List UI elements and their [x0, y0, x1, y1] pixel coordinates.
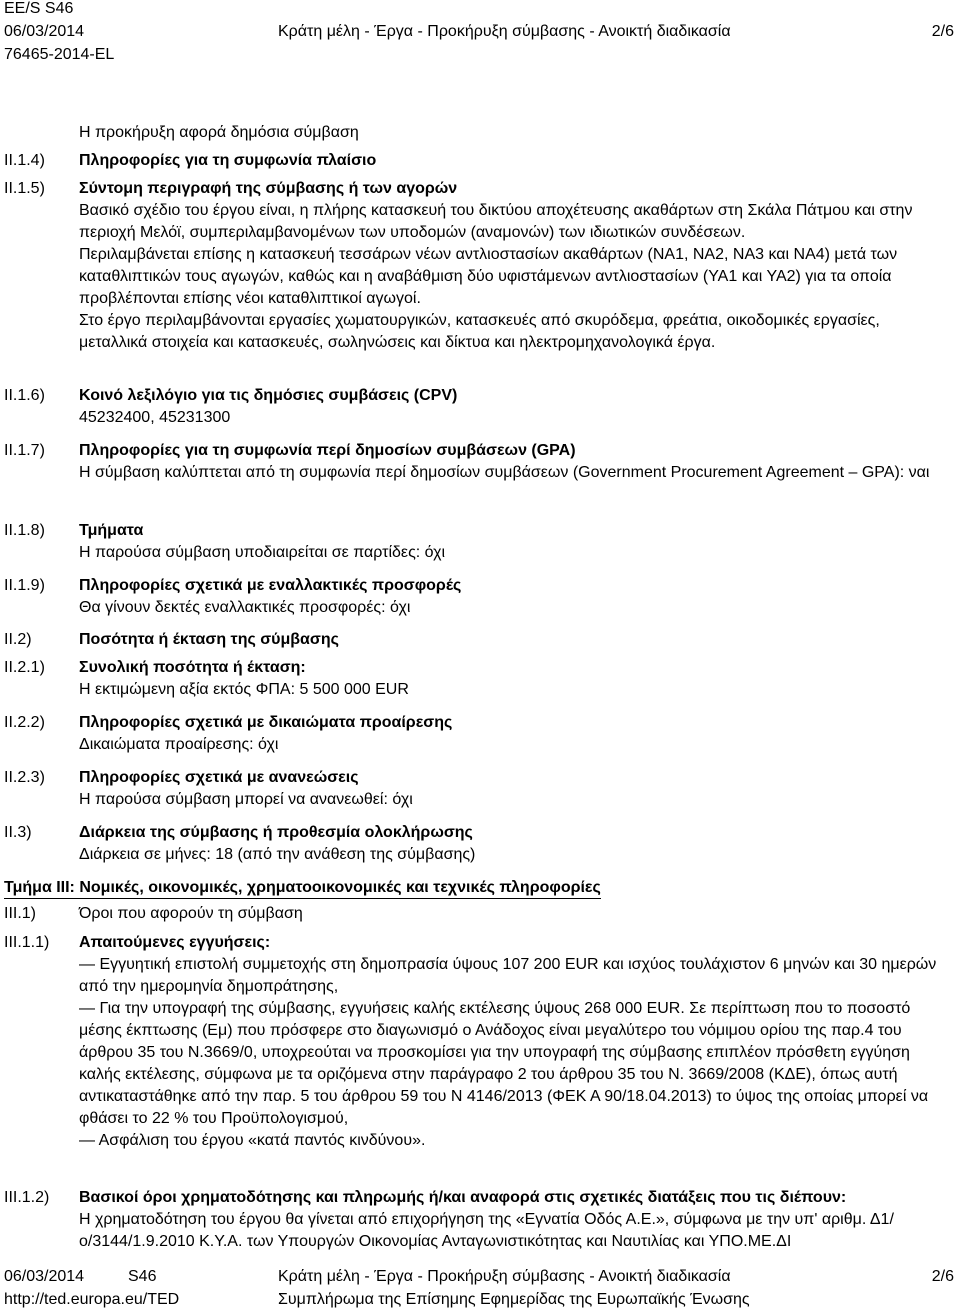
guarantees-block	[79, 932, 946, 1152]
renewals-text: Η παρούσα σύμβαση μπορεί να ανανεωθεί: όχι	[79, 791, 413, 808]
section-number: II.1.5)	[4, 180, 45, 197]
renewals-block	[79, 767, 946, 811]
part-heading: Τμήμα III: Νομικές, οικονομικές, χρηματοοικονομικές και τεχνικές πληροφορίες	[4, 878, 601, 899]
section-title: Βασικοί όροι χρηματοδότησης και πληρωμής ή/και αναφορά στις σχετικές διατάξεις που τις διέπουν:	[79, 1189, 847, 1206]
description-paragraph: Περιλαμβάνεται επίσης η κατασκευή τεσσάρων νέων αντλιοστασίων ακαθάρτων (ΝΑ1, ΝΑ2, ΝΑ3 και ΝΑ4) μετά των καταθλιπτικών τους αγωγών, καθώς και η αναβάθμιση δύο υφιστάμενων αντλιοστασίων (ΥΑ1 και ΥΑ2) για τα οποία προβλέπονται επίσης νέοι καταθλιπτικοί αγωγοί.	[79, 246, 898, 307]
section-number: III.1)	[4, 905, 37, 922]
section-title: Όροι που αφορούν τη σύμβαση	[79, 905, 303, 922]
duration-block	[79, 822, 946, 866]
description-paragraph: Στο έργο περιλαμβάνονται εργασίες χωματουργικών, κατασκευές από σκυρόδεμα, φρεάτια, οικοδομικές εργασίες, μεταλλικά στοιχεία και κατασκευές, σωληνώσεις και δίκτυα και ηλεκτρομηχανολογικά έργα.	[79, 312, 880, 351]
guarantee-item: — Ασφάλιση του έργου «κατά παντός κινδύνου».	[79, 1132, 426, 1149]
footer-title: Κράτη μέλη - Έργα - Προκήρυξη σύμβασης - Ανοικτή διαδικασία	[278, 1268, 731, 1285]
section-number: II.1.4)	[4, 152, 45, 169]
section-number: II.2.3)	[4, 769, 45, 786]
footer-code: S46	[128, 1268, 157, 1285]
section-number: II.1.9)	[4, 577, 45, 594]
doc-id: 76465-2014-EL	[4, 46, 115, 63]
section-number: III.1.2)	[4, 1189, 50, 1206]
lots-block	[79, 520, 946, 564]
section-number: II.2.1)	[4, 659, 45, 676]
section-number: III.1.1)	[4, 934, 50, 951]
section-title: Πληροφορίες σχετικά με δικαιώματα προαίρεσης	[79, 714, 453, 731]
section-number: II.2)	[4, 631, 32, 648]
cpv-block	[79, 385, 946, 429]
options-text: Δικαιώματα προαίρεσης: όχι	[79, 736, 279, 753]
section-number: II.1.6)	[4, 387, 45, 404]
financing-block	[79, 1187, 952, 1253]
gpa-block	[79, 440, 946, 484]
header-page-number: 2/6	[931, 23, 954, 40]
footer-date: 06/03/2014	[4, 1268, 85, 1285]
section-title: Απαιτούμενες εγγυήσεις:	[79, 934, 271, 951]
section-title: Πληροφορίες σχετικά με εναλλακτικές προσφορές	[79, 577, 462, 594]
section-title: Τμήματα	[79, 522, 144, 539]
quantity-block	[79, 657, 946, 701]
guarantee-item: — Εγγυητική επιστολή συμμετοχής στη δημοπρασία ύψους 107 200 EUR και ισχύος τουλάχιστον 6 μηνών και 30 ημερών από την ημερομηνία δημοπράτησης,	[79, 956, 937, 995]
section-title: Ποσότητα ή έκταση της σύμβασης	[79, 631, 339, 648]
guarantee-item: — Για την υπογραφή της σύμβασης, εγγυήσεις καλής εκτέλεσης ύψους 268 000 EUR. Σε περίπτωση που το ποσοστό μέσης έκπτωσης (Εμ) που πρόσφερε στο διαγωνισμό ο Ανάδοχος είναι μεγαλύτερο του νόμιμου ορίου της παρ.4 του άρθρου 35 του Ν.3669/0, υποχρεούται να προσκομίσει για την υπογραφή της σύμβασης επιπλέον πρόσθετη εγγύηση καλής εκτέλεσης, σύμφωνα με τα οριζόμενα στην παράγραφο 2 του άρθρου 35 του Ν. 3669/2008 (ΚΔΕ), όπως αυτή αντικαταστάθηκε από την παρ. 5 του άρθρου 59 του Ν 4146/2013 (ΦΕΚ Α 90/18.04.2013) το ύψος της οποίας μπορεί να φθάσει το 22 % του Προϋπολογισμού,	[79, 1000, 929, 1127]
doc-code: EE/S S46	[4, 0, 74, 17]
financing-text: Η χρηματοδότηση του έργου θα γίνεται από επιχορήγηση της «Εγνατία Οδός Α.Ε.», σύμφωνα με την υπ' αριθμ. Δ1/ο/3144/1.9.2010 Κ.Υ.Α. των Υπουργών Οικονομίας Ανταγωνιστικότητας και Ναυτιλίας και ΥΠΟ.ΜΕ.ΔΙ	[79, 1211, 894, 1250]
cpv-codes: 45232400, 45231300	[79, 409, 231, 426]
variants-block	[79, 575, 946, 619]
footer-url[interactable]: http://ted.europa.eu/TED	[4, 1291, 180, 1308]
gpa-text: Η σύμβαση καλύπτεται από τη συμφωνία περί δημοσίων συμβάσεων (Government Procurement Agreement – GPA): ναι	[79, 464, 930, 481]
section-title: Πληροφορίες για τη συμφωνία περί δημοσίων συμβάσεων (GPA)	[79, 442, 576, 459]
section-title: Πληροφορίες σχετικά με ανανεώσεις	[79, 769, 359, 786]
section-title: Διάρκεια της σύμβασης ή προθεσμία ολοκλήρωσης	[79, 824, 473, 841]
duration-text: Διάρκεια σε μήνες: 18 (από την ανάθεση της σύμβασης)	[79, 846, 476, 863]
procurement-note: Η προκήρυξη αφορά δημόσια σύμβαση	[79, 124, 359, 141]
header-title: Κράτη μέλη - Έργα - Προκήρυξη σύμβασης - Ανοικτή διαδικασία	[278, 23, 731, 40]
header-date: 06/03/2014	[4, 23, 85, 40]
section-number: II.1.7)	[4, 442, 45, 459]
footer-subtitle: Συμπλήρωμα της Επίσημης Εφημερίδας της Ευρωπαϊκής Ένωσης	[278, 1291, 750, 1308]
estimated-value: Η εκτιμώμενη αξία εκτός ΦΠΑ: 5 500 000 EUR	[79, 681, 409, 698]
section-title: Σύντομη περιγραφή της σύμβασης ή των αγορών	[79, 180, 458, 197]
section-title: Συνολική ποσότητα ή έκταση:	[79, 659, 306, 676]
section-title: Πληροφορίες για τη συμφωνία πλαίσιο	[79, 152, 377, 169]
lots-text: Η παρούσα σύμβαση υποδιαιρείται σε παρτίδες: όχι	[79, 544, 446, 561]
section-title: Κοινό λεξιλόγιο για τις δημόσιες συμβάσεις (CPV)	[79, 387, 458, 404]
section-number: II.1.8)	[4, 522, 45, 539]
footer-page-number: 2/6	[931, 1268, 954, 1285]
section-number: II.2.2)	[4, 714, 45, 731]
options-block	[79, 712, 946, 756]
variants-text: Θα γίνουν δεκτές εναλλακτικές προσφορές: όχι	[79, 599, 411, 616]
short-description	[79, 178, 946, 354]
section-number: II.3)	[4, 824, 32, 841]
description-paragraph: Βασικό σχέδιο του έργου είναι, η πλήρης κατασκευή του δικτύου αποχέτευσης ακαθάρτων στη Σκάλα Πάτμου και στην περιοχή Μελόϊ, συμπεριλαμβανομένων των υποδομών (αναμονών) των ιδιωτικών συνδέσεων.	[79, 202, 913, 241]
